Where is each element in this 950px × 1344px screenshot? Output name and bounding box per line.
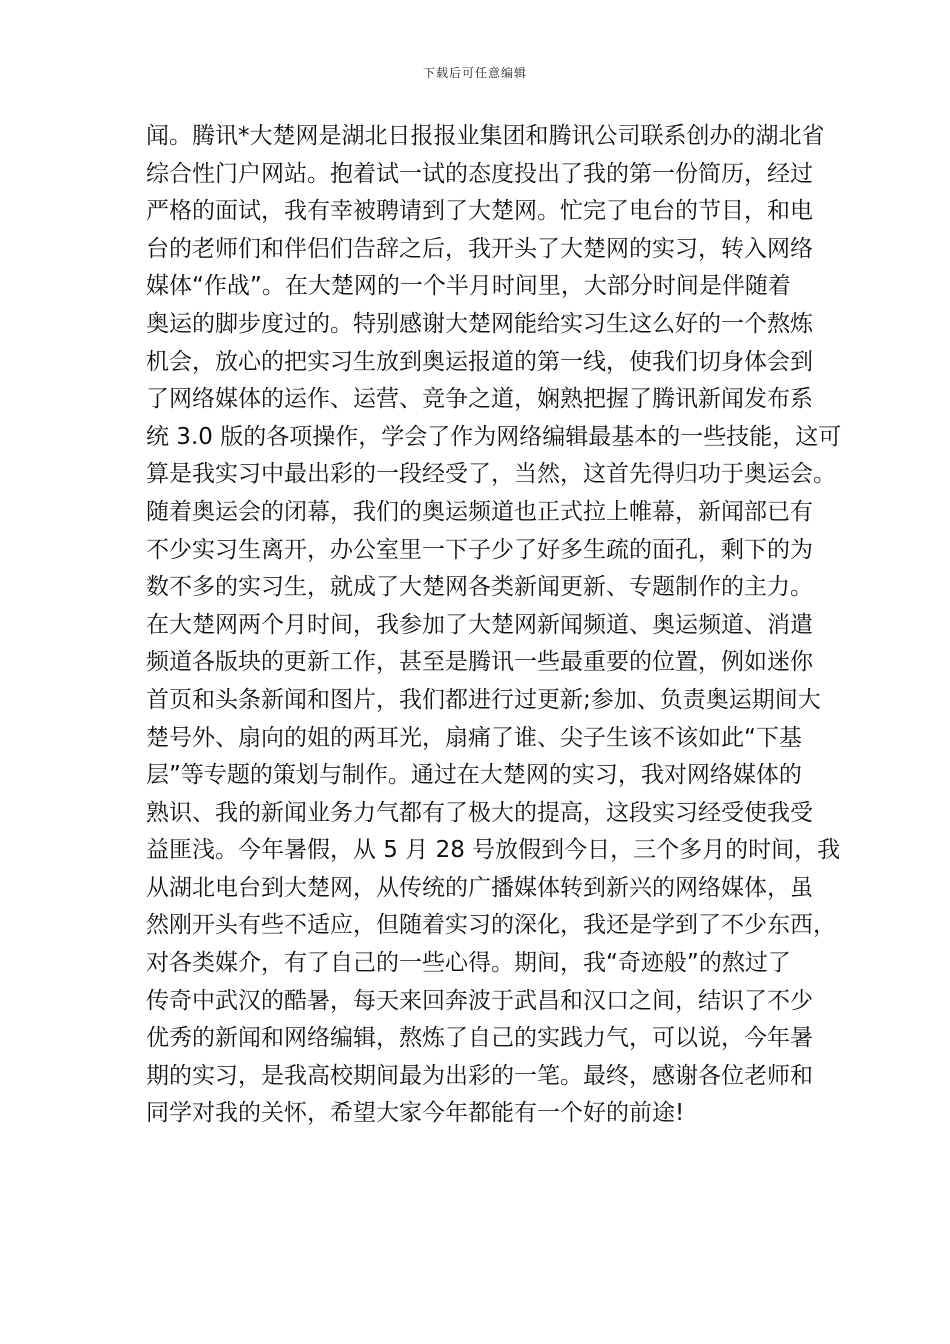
text-line: 奥运的脚步度过的。特别感谢大楚网能给实习生这么好的一个熬炼 [146, 310, 813, 337]
text-line: 不少实习生离开，办公室里一下子少了好多生疏的面孔，剩下的为 [146, 536, 813, 563]
text-line: 期的实习，是我高校期间最为出彩的一笔。最终，感谢各位老师和 [146, 1062, 813, 1089]
text-line: 层”等专题的策划与制作。通过在大楚网的实习，我对网络媒体的 [146, 762, 802, 789]
text-line: 台的老师们和伴侣们告辞之后，我开头了大楚网的实习，转入网络 [146, 235, 813, 262]
text-line: 随着奥运会的闭幕，我们的奥运频道也正式拉上帷幕，新闻部已有 [146, 498, 813, 525]
page-header: 下载后可任意编辑 [422, 66, 527, 80]
text-line: 在大楚网两个月时间，我参加了大楚网新闻频道、奥运频道、消遣 [146, 611, 813, 638]
text-line: 从湖北电台到大楚网，从传统的广播媒体转到新兴的网络媒体，虽 [146, 874, 813, 901]
text-line: 闻。腾讯*大楚网是湖北日报报业集团和腾讯公司联系创办的湖北省 [146, 123, 825, 149]
text-line: 优秀的新闻和网络编辑，熬炼了自己的实践力气，可以说，今年暑 [146, 1025, 813, 1052]
text-line: 严格的面试，我有幸被聘请到了大楚网。忙完了电台的节目，和电 [146, 198, 813, 225]
text-line: 了网络媒体的运作、运营、竞争之道，娴熟把握了腾讯新闻发布系 [146, 386, 813, 413]
text-line: 楚号外、扇向的姐的两耳光，扇痛了谁、尖子生该不该如此“下基 [146, 724, 802, 751]
text-line: 频道各版块的更新工作，甚至是腾讯一些最重要的位置，例如迷你 [146, 649, 813, 676]
body-paragraph [146, 118, 842, 1133]
text-line: 然刚开头有些不适应，但随着实习的深化，我还是学到了不少东西， [146, 912, 836, 939]
text-line: 熟识、我的新闻业务力气都有了极大的提高，这段实习经受使我受 [146, 799, 813, 826]
text-line: 统 3.0 版的各项操作，学会了作为网络编辑最基本的一些技能，这可 [146, 423, 842, 450]
text-line: 媒体“作战”。在大楚网的一个半月时间里，大部分时间是伴随着 [146, 273, 791, 300]
text-line: 对各类媒介，有了自己的一些心得。期间，我“奇迹般”的熬过了 [146, 950, 791, 977]
text-line: 算是我实习中最出彩的一段经受了，当然，这首先得归功于奥运会。 [146, 461, 836, 488]
text-line: 综合性门户网站。抱着试一试的态度投出了我的第一份简历，经过 [146, 160, 813, 187]
text-line: 数不多的实习生，就成了大楚网各类新闻更新、专题制作的主力。 [146, 574, 813, 601]
text-line: 机会，放心的把实习生放到奥运报道的第一线，使我们切身体会到 [146, 348, 813, 375]
text-line: 益匪浅。今年暑假，从 5 月 28 号放假到今日，三个多月的时间，我 [146, 837, 841, 864]
text-line: 传奇中武汉的酷暑，每天来回奔波于武昌和汉口之间，结识了不少 [146, 987, 813, 1014]
text-line: 首页和头条新闻和图片，我们都进行过更新;参加、负责奥运期间大 [146, 686, 821, 713]
text-line: 同学对我的关怀，希望大家今年都能有一个好的前途! [146, 1100, 685, 1127]
